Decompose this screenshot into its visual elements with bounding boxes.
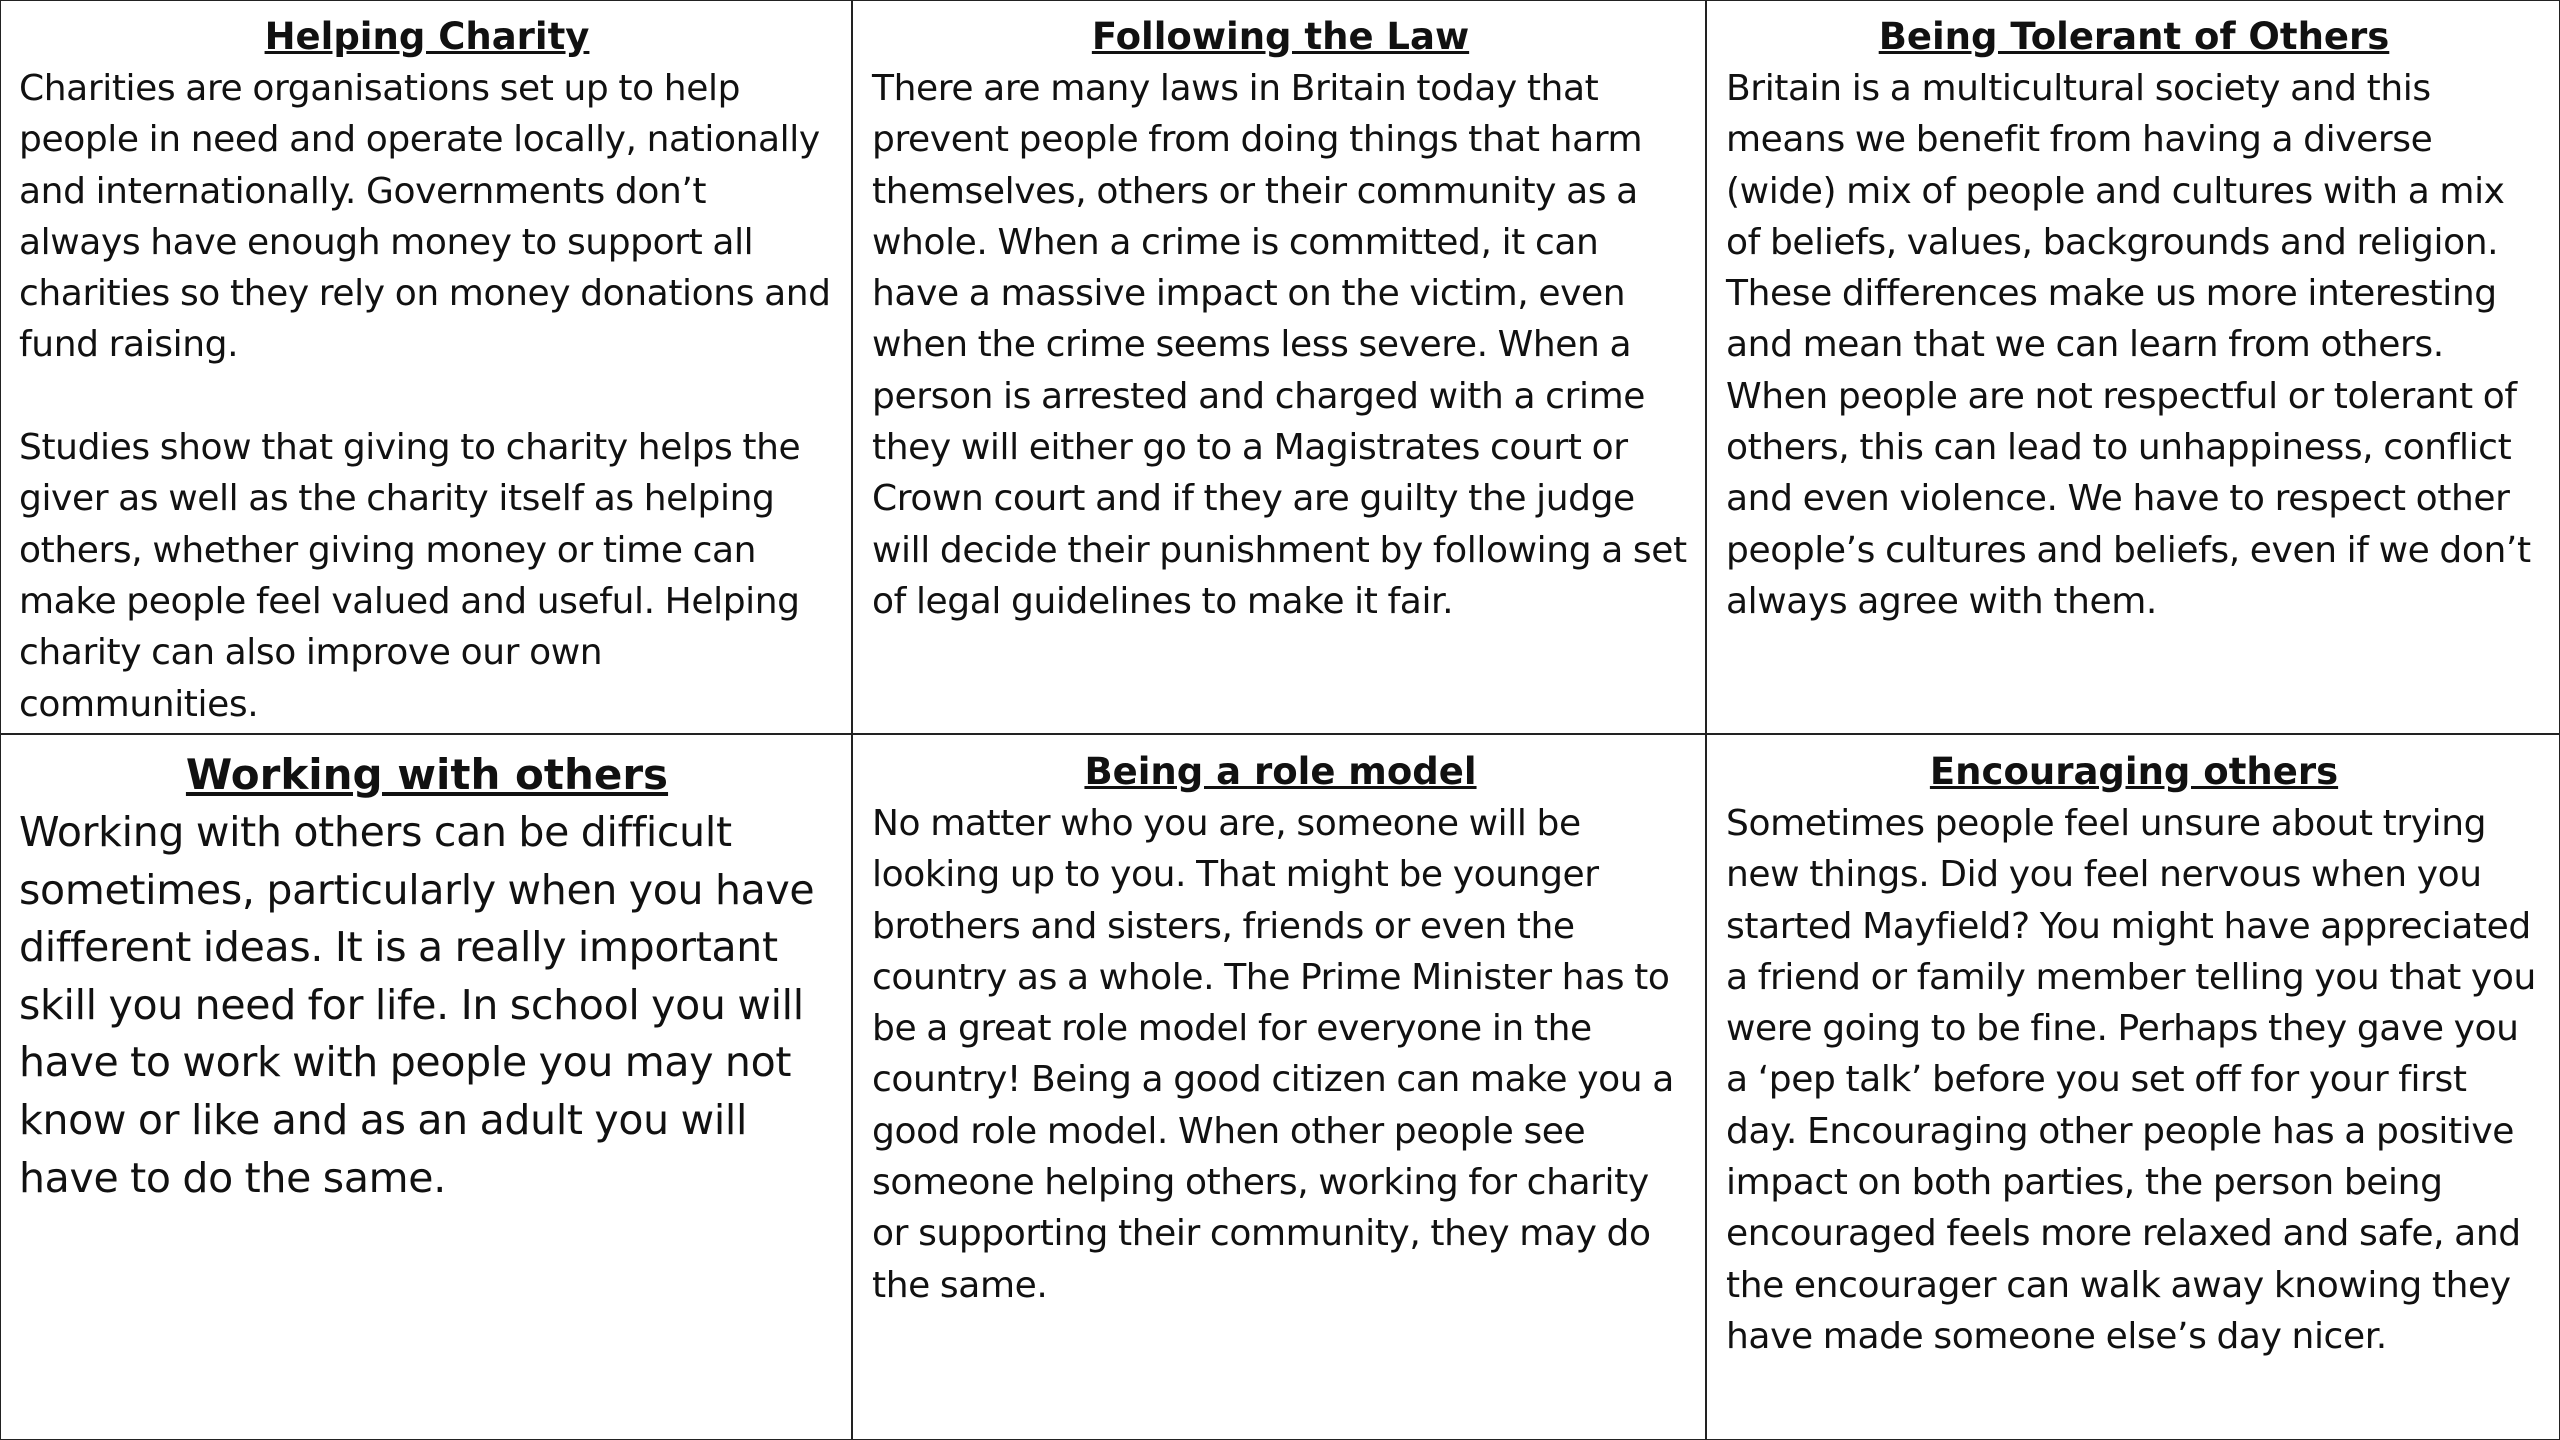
being-tolerant-title: Being Tolerant of Others [1878,15,2390,58]
column-divider [1705,0,1707,1440]
role-model-title: Being a role model [1084,750,1477,793]
encouraging-others-title: Encouraging others [1929,750,2339,793]
helping-charity-paragraph-1: Charities are organisations set up to help people in need and operate locally, nationally and internationally. Governments don’t always have enough money to support all charities so they rely on money donations and fund raising. [19,68,831,366]
following-the-law-cell [854,1,1707,735]
working-with-others-title: Working with others [185,750,669,799]
helping-charity-cell [1,1,853,735]
column-divider [851,0,853,1440]
working-with-others-paragraph: Working with others can be difficult sometimes, particularly when you have different ideas. It is a really important skill you need for life. In school you will have to work with people you may not know or like and as an adult you will have to do the same. [19,808,815,1202]
helping-charity-title: Helping Charity [264,15,590,58]
helping-charity-paragraph-2: Studies show that giving to charity helps the giver as well as the charity itself as helping others, whether giving money or time can make people feel valued and useful. Helping charity can also improve our own communities. [19,427,801,725]
being-tolerant-paragraph: Britain is a multicultural society and this means we benefit from having a diverse (wide) mix of people and cultures with a mix of beliefs, values, backgrounds and religion. These differences make us more interesting and mean that we can learn from others. When people are not respectful or tolerant of others, this can lead to unhappiness, conflict and even violence. We have to respect other people’s cultures and beliefs, even if we don’t always agree with them. [1726,68,2531,622]
following-the-law-paragraph: There are many laws in Britain today that prevent people from doing things that harm themselves, others or their community as a whole. When a crime is committed, it can have a massive impact on the victim, even when the crime seems less severe. When a person is arrested and charged with a crime they will either go to a Magistrates court or Crown court and if they are guilty the judge will decide their punishment by following a set of legal guidelines to make it fair. [872,68,1687,622]
encouraging-others-paragraph: Sometimes people feel unsure about trying new things. Did you feel nervous when you started Mayfield? You might have appreciated a friend or family member telling you that you were going to be fine. Perhaps they gave you a ‘pep talk’ before you set off for your first day. Encouraging other people has a positive impact on both parties, the person being encouraged feels more relaxed and safe, and the encourager can walk away knowing they have made someone else’s day nicer. [1726,803,2536,1357]
paragraph-gap [19,371,835,422]
encouraging-others-cell [1708,736,2560,1440]
being-tolerant-cell [1708,1,2560,735]
following-the-law-title: Following the Law [1091,15,1470,58]
working-with-others-cell [1,736,853,1440]
role-model-cell [854,736,1707,1440]
row-divider [0,733,2560,735]
role-model-paragraph: No matter who you are, someone will be looking up to you. That might be younger brothers and sisters, friends or even the country as a whole. The Prime Minister has to be a great role model for everyone in the country! Being a good citizen can make you a good role model. When other people see someone helping others, working for charity or supporting their community, they may do the same. [872,803,1674,1306]
